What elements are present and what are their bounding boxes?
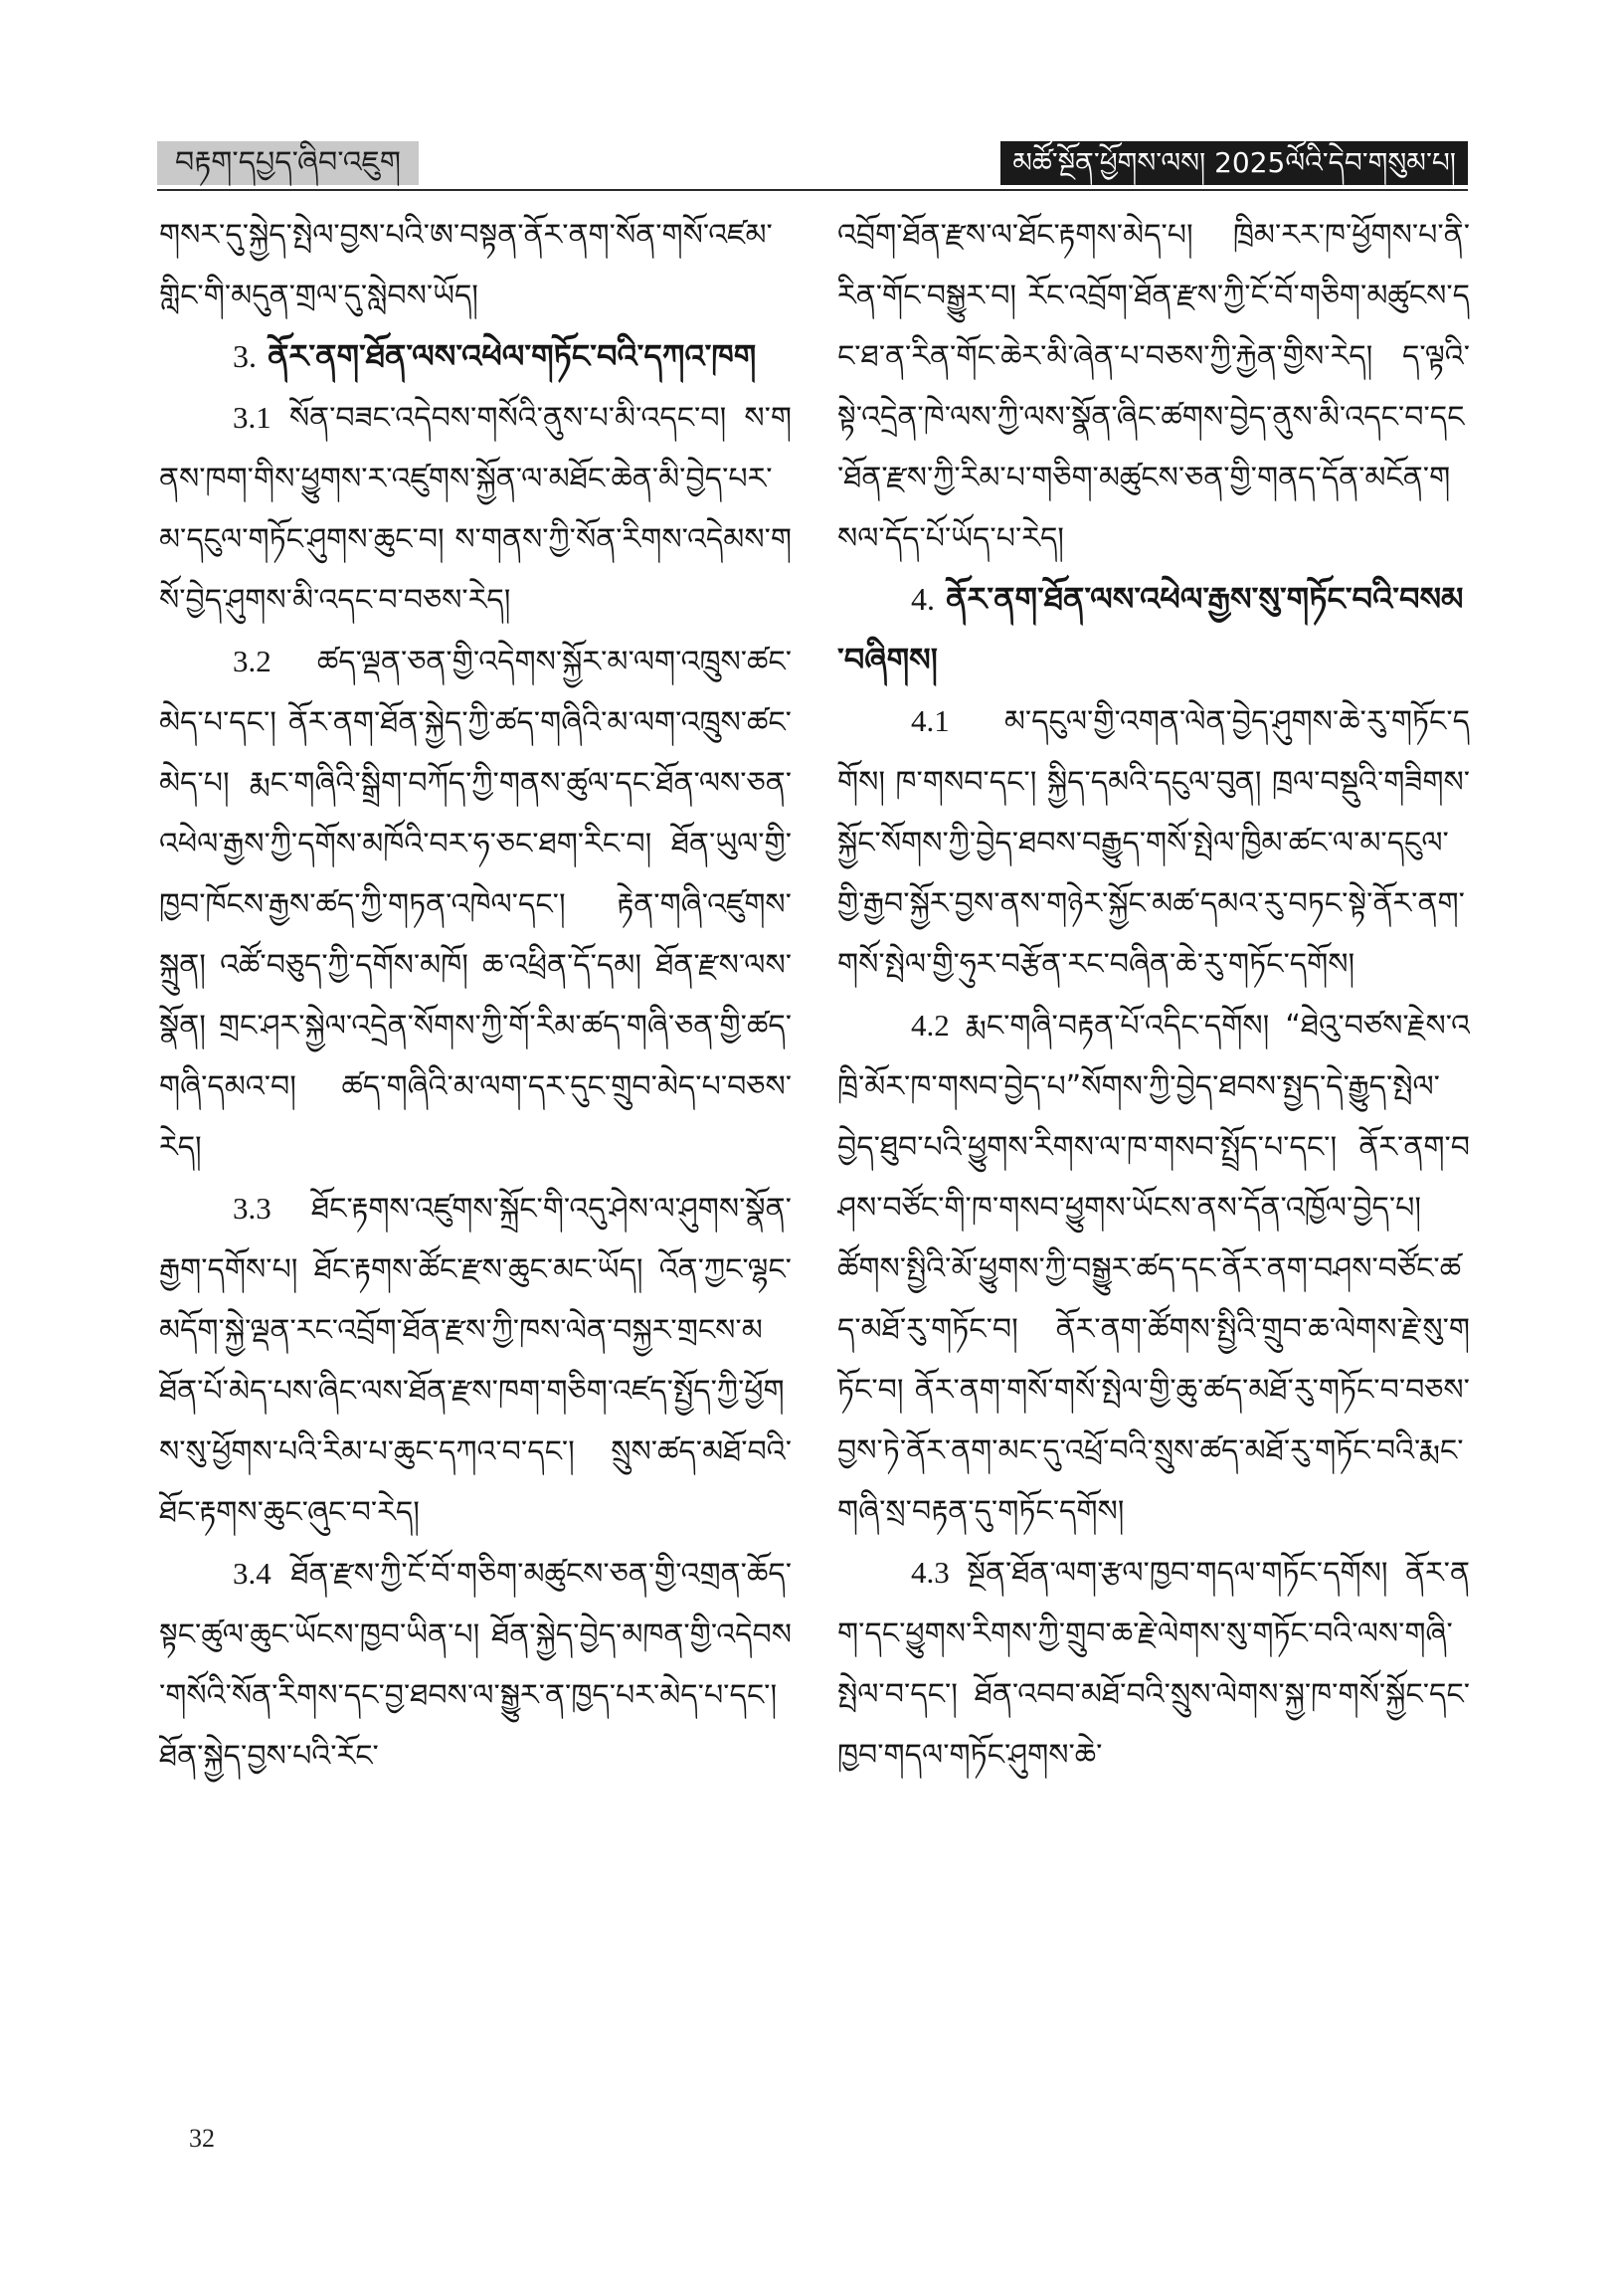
section-heading [159, 326, 792, 387]
paragraph-text: ཐོན་རྫས་ཀྱི་ངོ་བོ་གཅིག་མཚུངས་ཅན་གྱི་འགྲན་ཆོད་སྟང་ཚུལ་ཆུང་ཡོངས་ཁྱབ་ཡིན་པ། ཐོན་སྐྱེད་བྱེད་མཁན་གྱི་འདེབས་གསོའི་སོན་རིགས་དང་བྱ་ཐབས་ལ་སྒྱུར་ན་ཁྱད་པར་མེད་པ་དང་། ཐོན་སྐྱེད་བྱས་པའི་རོང་ [159, 1557, 792, 1774]
subsection-number: 3.1 [233, 400, 271, 435]
paragraph-text: རྨང་གཞི་བརྟན་པོ་འདིང་དགོས། “ཐེའུ་བཙས་རྗེས་འཁྲི་མོར་ཁ་གསབ་བྱེད་པ”སོགས་ཀྱི་བྱེད་ཐབས་སྤྱད་དེ་རྒྱུད་སྤེལ་བྱེད་ཐུབ་པའི་ཕྱུགས་རིགས་ལ་ཁ་གསབ་སྤྲོད་པ་དང་། ནོར་ནག་བཤས་བཙོང་གི་ཁ་གསབ་ཕྱུགས་ཡོངས་ནས་དོན་འཁྱོལ་བྱེད་པ། ཚོགས་སྤྱིའི་མོ་ཕྱུགས་ཀྱི་བསྒྱུར་ཚད་དང་ནོར་ནག་བཤས་བཙོང་ཚད་མཐོ་རུ་གཏོང་བ། ནོར་ནག་ཚོགས་སྤྱིའི་གྲུབ་ཆ་ལེགས་རྗེ་སུ་གཏོང་བ། ནོར་ནག་གསོ་གསོ་སྤེལ་གྱི་ཆུ་ཚད་མཐོ་རུ་གཏོང་བ་བཅས་བྱས་ཏེ་ནོར་ནག་མང་དུ་འཕྲོ་བའི་སྲུས་ཚད་མཐོ་རུ་གཏོང་བའི་རྨང་གཞི་སྲ་བརྟན་དུ་གཏོང་དགོས། [837, 1009, 1470, 1529]
running-header [157, 141, 1468, 191]
paragraph-text: ཐོང་རྟགས་འཛུགས་སྐྲོང་གི་འདུ་ཤེས་ལ་ཤུགས་སྣོན་རྒྱག་དགོས་པ། ཐོང་རྟགས་ཚོང་རྫས་ཆུང་མང་ཡོད། འོན་ཀྱང་ལྷང་མདོག་སྐྱེ་ལྡན་རང་འབྲོག་ཐོན་རྫས་ཀྱི་ཁས་ལེན་བསྐྱར་གྲངས་མཐོན་པོ་མེད་པས་ཞིང་ལས་ཐོན་རྫས་ཁག་གཅིག་འཛད་སྤྱོད་ཀྱི་ཕྱོགས་སུ་ཕྱོགས་པའི་རིམ་པ་ཆུང་དཀའ་བ་དང་། སྲུས་ཚད་མཐོ་བའི་ཐོང་རྟགས་ཆུང་ཞུང་བ་རེད། [159, 1192, 792, 1530]
right-column [837, 205, 1470, 2155]
paragraph-text: སྔོན་ཐོན་ལག་རྩལ་ཁྱབ་གདལ་གཏོང་དགོས། ནོར་ནག་དང་ཕྱུགས་རིགས་ཀྱི་གྲུབ་ཆ་རྗེ་ལེགས་སུ་གཏོང་བའི་ལས་གཞི་སྤེལ་བ་དང་། ཐོན་འབབ་མཐོ་བའི་སྲུས་ལེགས་སྐྱ་ཁ་གསོ་སྐྱོང་དང་ཁྱབ་གདལ་གཏོང་ཤུགས་ཆེ་ [837, 1556, 1470, 1773]
body-paragraph [837, 690, 1470, 995]
section-number: 3. [233, 338, 257, 374]
body-paragraph [159, 1178, 792, 1543]
left-column [159, 205, 792, 2155]
paragraph-text: འབྲོག་ཐོན་རྫས་ལ་ཐོང་རྟགས་མེད་པ། ཁྲིམ་རར་ཁ་ཕྱོགས་པ་ནི་རིན་གོང་བསྒྱུར་བ། རོང་འབྲོག་ཐོན་རྫས་ཀྱི་ངོ་བོ་གཅིག་མཚུངས་དང་ཐ་ན་རིན་གོང་ཆེར་མི་ཞེན་པ་བཅས་ཀྱི་རྐྱེན་གྱིས་རེད། ད་ལྟའི་སྟེ་འདྲེན་ཁེ་ལས་ཀྱི་ལས་སྣོན་ཞིང་ཚགས་བྱེད་ནུས་མི་འདང་བ་དང་ཐོན་རྫས་ཀྱི་རིམ་པ་གཅིག་མཚུངས་ཅན་གྱི་གནད་དོན་མངོན་གསལ་དོད་པོ་ཡོད་པ་རེད། [837, 218, 1470, 556]
body-paragraph [837, 205, 1470, 569]
body-paragraph [837, 1542, 1470, 1786]
subsection-number: 4.3 [911, 1555, 950, 1590]
paragraph-text: ཚད་ལྡན་ཅན་གྱི་འདེགས་སྐྱོར་མ་ལག་འཁྲུས་ཚང་མེད་པ་དང་། ནོར་ནག་ཐོན་སྐྱེད་ཀྱི་ཚད་གཞིའི་མ་ལག་འཁྲུས་ཚང་མེད་པ། རྨང་གཞིའི་སྒྲིག་བཀོད་ཀྱི་གནས་ཚུལ་དང་ཐོན་ལས་ཅན་འཕེལ་རྒྱས་ཀྱི་དགོས་མཁོའི་བར་ཧ་ཅང་ཐག་རིང་བ། ཐོན་ཡུལ་གྱི་ཁྱབ་ཁོངས་རྒྱས་ཚད་ཀྱི་གཏན་འཁེལ་དང་། རྟེན་གཞི་འཛུགས་སྐྲུན། འཚོ་བཅུད་ཀྱི་དགོས་མཁོ། ཆ་འཕྲིན་དོ་དམ། ཐོན་རྫས་ལས་སྣོན། གྲང་ཤར་སྐྱེལ་འདྲེན་སོགས་ཀྱི་གོ་རིམ་ཚད་གཞི་ཅན་གྱི་ཚད་གཞི་དམའ་བ། ཚད་གཞིའི་མ་ལག་དར་དུང་གྲུབ་མེད་པ་བཅས་རེད། [159, 645, 792, 1165]
journal-section-title: བརྟག་དཔྱད་ཞིབ་འཇུག [157, 141, 419, 185]
body-paragraph [159, 205, 792, 326]
section-heading-text: ནོར་ནག་ཐོན་ལས་འཕེལ་རྒྱས་སུ་གཏོང་བའི་བསམ་བཞིགས། [837, 580, 1464, 678]
section-heading-text: ནོར་ནག་ཐོན་ལས་འཕེལ་གཏོང་བའི་དཀའ་ཁག [268, 337, 757, 375]
journal-issue-label: མཚོ་སྔོན་ཕྱོགས་ལས། 2025ལོའི་དེབ་གསུམ་པ། [1000, 141, 1468, 185]
subsection-number: 4.2 [911, 1008, 950, 1043]
subsection-number: 3.2 [233, 644, 271, 678]
section-number: 4. [911, 581, 935, 617]
subsection-number: 3.4 [233, 1556, 271, 1591]
page-number: 32 [189, 2124, 215, 2153]
paragraph-text: མ་དངུལ་གྱི་འགན་ལེན་བྱེད་ཤུགས་ཆེ་རུ་གཏོང་དགོས། ཁ་གསབ་དང་། སྐྱིད་དམའི་དངུལ་བུན། ཁྲལ་བསྡུའི་གཟིགས་སྐྱོང་སོགས་ཀྱི་བྱེད་ཐབས་བརྒྱུད་གསོ་སྤེལ་ཁྱིམ་ཚང་ལ་མ་དངུལ་གྱི་རྒྱབ་སྐྱོར་བྱས་ནས་གཉེར་སྐྱོང་མཚ་དམའ་རུ་བཏང་སྟེ་ནོར་ནག་གསོ་སྤེལ་གྱི་ཧུར་བརྩོན་རང་བཞིན་ཆེ་རུ་གཏོང་དགོས། [837, 704, 1470, 982]
body-paragraph [159, 1543, 792, 1787]
header-divider [157, 189, 1468, 191]
body-paragraph [837, 995, 1470, 1542]
subsection-number: 4.1 [911, 703, 950, 738]
body-paragraph [159, 631, 792, 1178]
body-paragraph [159, 387, 792, 631]
section-heading [837, 569, 1470, 690]
paragraph-text: གསར་དུ་སྐྱེད་སྤེལ་བྱས་པའི་ཨ་བསྟན་ནོར་ནག་སོན་གསོ་འཛམ་གླིང་གི་མདུན་གྲལ་དུ་སླེབས་ཡོད། [159, 218, 773, 313]
subsection-number: 3.3 [233, 1191, 271, 1226]
paragraph-text: སོན་བཟང་འདེབས་གསོའི་ནུས་པ་མི་འདང་བ། ས་གནས་ཁག་གིས་ཕྱུགས་ར་འཛུགས་སྐྱོན་ལ་མཐོང་ཆེན་མི་བྱེད་པར་མ་དངུལ་གཏོང་ཤུགས་ཆུང་བ། ས་གནས་ཀྱི་སོན་རིགས་འདེམས་གསོ་བྱེད་ཤུགས་མི་འདང་བ་བཅས་རེད། [159, 401, 792, 618]
